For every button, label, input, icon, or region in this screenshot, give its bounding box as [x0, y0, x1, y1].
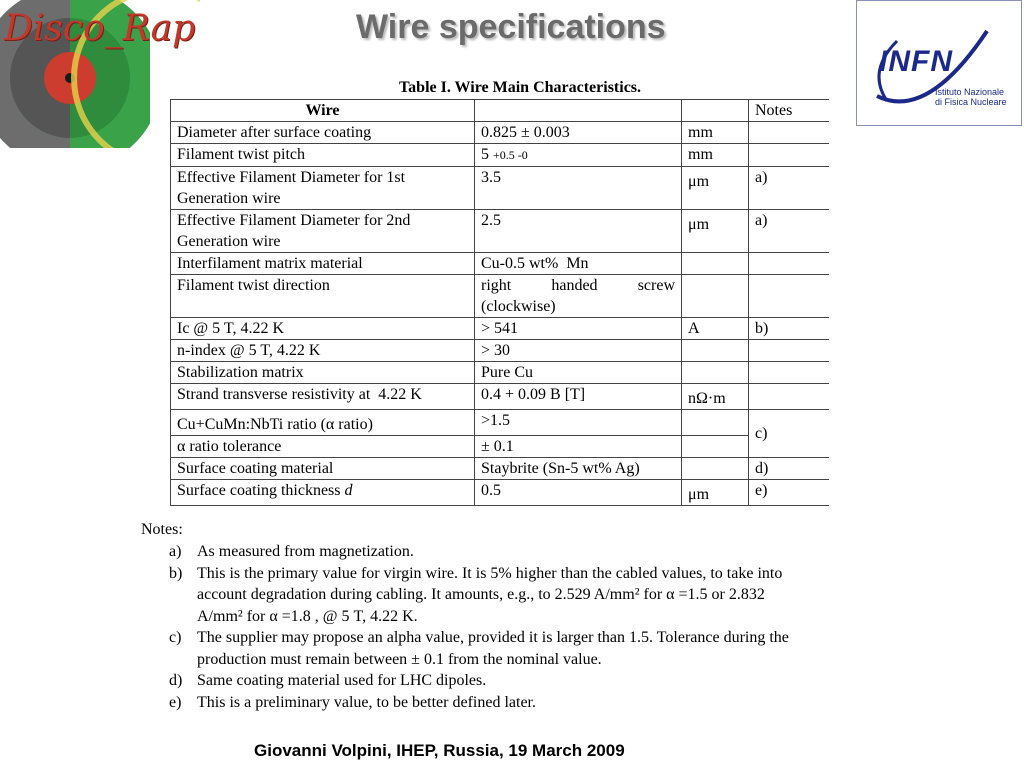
value-cell: Staybrite (Sn-5 wt% Ag) — [475, 458, 682, 480]
table-row — [171, 144, 830, 167]
table-caption: Table I. Wire Main Characteristics. — [398, 79, 642, 96]
note-item — [141, 692, 811, 714]
value-cell: 0.5 — [475, 480, 682, 506]
table-row — [171, 340, 830, 362]
note-cell — [749, 362, 830, 384]
note-cell — [749, 253, 830, 275]
value-cell: ± 0.1 — [475, 436, 682, 458]
note-cell: d) — [749, 458, 830, 480]
header-value — [475, 100, 682, 122]
note-marker: e) — [169, 693, 182, 711]
table-row — [171, 480, 830, 506]
note-cell — [749, 275, 830, 318]
param-cell: Interfilament matrix material — [171, 253, 475, 275]
table-row — [171, 275, 830, 318]
note-marker: d) — [169, 672, 183, 689]
unit-cell — [682, 275, 749, 318]
param-cell: Strand transverse resistivity at 4.22 K — [171, 384, 475, 410]
param-symbol: d — [344, 482, 353, 499]
note-text: This is the primary value for virgin wire. It is 5% higher than the cabled values, to take into account degradation during cabling. It amounts, e.g., to 2.529 A/mm² for α =1.5 or 2.832 A/mm² for α =1.8 , @ 5 T, 4.22 K. — [197, 564, 783, 625]
note-item — [141, 541, 811, 563]
note-cell: e) — [749, 480, 830, 506]
table-row — [171, 167, 830, 210]
note-marker: a) — [169, 543, 182, 560]
notes-list — [141, 541, 811, 713]
value-cell — [475, 144, 682, 167]
table-row — [171, 122, 830, 144]
note-item — [141, 563, 811, 628]
notes-title: Notes: — [141, 521, 183, 538]
note-cell: b) — [749, 318, 830, 340]
param-cell: α ratio tolerance — [171, 436, 475, 458]
value-tolerance: +0.5 -0 — [493, 148, 528, 162]
unit-cell — [682, 362, 749, 384]
table-row — [171, 253, 830, 275]
note-text: As measured from magnetization. — [197, 543, 414, 560]
unit-cell: A — [682, 318, 749, 340]
footer-credit: Giovanni Volpini, IHEP, Russia, 19 March 2009 — [254, 741, 625, 760]
param-cell: Effective Filament Diameter for 2nd Generation wire — [171, 210, 475, 253]
param-cell: Surface coating material — [171, 458, 475, 480]
param-cell — [171, 480, 475, 506]
note-cell: c) — [749, 410, 830, 458]
note-cell: a) — [749, 210, 830, 253]
header-wire: Wire — [171, 100, 475, 122]
infn-subtitle-line-1: Istituto Nazionale — [935, 87, 1005, 97]
table-row — [171, 436, 830, 458]
unit-cell — [682, 410, 749, 436]
note-cell — [749, 122, 830, 144]
note-cell — [749, 384, 830, 410]
param-cell: Filament twist direction — [171, 275, 475, 318]
param-cell: n-index @ 5 T, 4.22 K — [171, 340, 475, 362]
value-cell: 2.5 — [475, 210, 682, 253]
param-cell: Effective Filament Diameter for 1st Generation wire — [171, 167, 475, 210]
param-cell: Ic @ 5 T, 4.22 K — [171, 318, 475, 340]
note-text: Same coating material used for LHC dipoles. — [197, 672, 487, 689]
unit-cell: μm — [682, 167, 749, 210]
table-row — [171, 210, 830, 253]
param-cell: Cu+CuMn:NbTi ratio (α ratio) — [171, 410, 475, 436]
param-cell: Diameter after surface coating — [171, 122, 475, 144]
note-text: This is a preliminary value, to be better defined later. — [197, 693, 536, 711]
value-cell: > 541 — [475, 318, 682, 340]
value-cell: 0.4 + 0.09 B [T] — [475, 384, 682, 410]
wire-spec-table — [170, 99, 829, 506]
infn-logo-subtitle — [935, 87, 1007, 107]
value-cell: Pure Cu — [475, 362, 682, 384]
table-row — [171, 318, 830, 340]
param-cell: Filament twist pitch — [171, 144, 475, 167]
table-row — [171, 384, 830, 410]
unit-cell — [682, 436, 749, 458]
note-cell: a) — [749, 167, 830, 210]
note-item — [141, 670, 811, 692]
header-notes: Notes — [749, 100, 830, 122]
note-cell — [749, 144, 830, 167]
param-text: Surface coating thickness — [177, 482, 341, 499]
header-unit — [682, 100, 749, 122]
unit-cell — [682, 458, 749, 480]
infn-subtitle-line-2: di Fisica Nucleare — [935, 97, 1007, 107]
value-cell: Cu-0.5 wt% Mn — [475, 253, 682, 275]
unit-cell: mm — [682, 122, 749, 144]
note-marker: c) — [169, 629, 182, 646]
value-cell: > 30 — [475, 340, 682, 362]
unit-cell: μm — [682, 480, 749, 506]
value-cell: right handed screw (clockwise) — [475, 275, 682, 318]
unit-cell — [682, 340, 749, 362]
note-text: The supplier may propose an alpha value, provided it is larger than 1.5. Tolerance during the production must remain between ± 0.1 from the nominal value. — [197, 629, 789, 668]
value-cell: 0.825 ± 0.003 — [475, 122, 682, 144]
unit-cell: nΩ·m — [682, 384, 749, 410]
note-item — [141, 627, 811, 670]
table-row — [171, 362, 830, 384]
unit-cell — [682, 253, 749, 275]
unit-cell: mm — [682, 144, 749, 167]
disco-rap-logo-text: Disco_Rap — [4, 8, 196, 49]
table-row — [171, 410, 830, 436]
param-cell: Stabilization matrix — [171, 362, 475, 384]
page-title: Wire specifications — [356, 8, 666, 46]
infn-logo-text: INFN — [879, 45, 953, 78]
note-marker: b) — [169, 564, 183, 582]
table-row — [171, 458, 830, 480]
value-cell: 3.5 — [475, 167, 682, 210]
unit-cell: μm — [682, 210, 749, 253]
infn-logo — [856, 0, 1022, 126]
value-cell: >1.5 — [475, 410, 682, 436]
note-cell — [749, 340, 830, 362]
value-main: 5 — [481, 146, 489, 163]
table-header-row — [171, 100, 830, 122]
